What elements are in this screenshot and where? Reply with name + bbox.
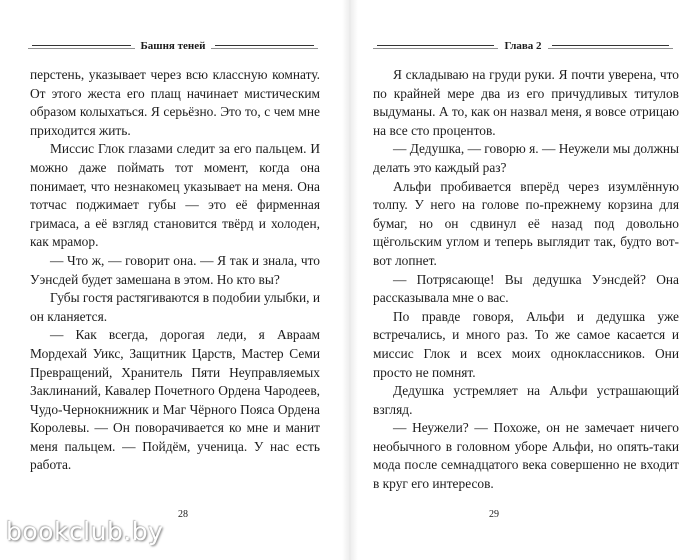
left-page-text: [30, 66, 320, 475]
page-number-left: 28: [178, 509, 188, 520]
ornament-rule: [373, 42, 498, 50]
ornament-rule: [28, 42, 135, 50]
right-page-text: [373, 66, 679, 494]
paragraph: — Что ж, — говорит она. — Я так и знала, что Уэнсдей будет замешана в этом. Но кто вы?: [30, 252, 320, 287]
right-page: [355, 0, 700, 560]
paragraph: перстень, указывает через всю классную комнату. От этого жеста его плащ начинает мистическим образом колыхаться. Я серьёзно. Это то, с чем мне приходится жить.: [30, 67, 320, 138]
paragraph: Миссис Глок глазами следит за его пальцем. И можно даже поймать тот момент, когда она понимает, что незнакомец указывает на меня. Она тотчас поджимает губы — это её фирменная гримаса, а её взгляд становится твёрд и холоден, как мрамор.: [30, 141, 320, 250]
paragraph: Альфи пробивается вперёд через изумлённую толпу. У него на голове по-прежнему корзина для бумаг, но он сдвинул её назад под довольно щёгольским углом и теперь выглядит так, будто вот-вот лопнет.: [373, 178, 679, 268]
paragraph: По правде говоря, Альфи и дедушка уже встречались, и много раз. То же самое касается и миссис Глок и всех моих одноклассников. Они просто не помнят.: [373, 308, 679, 380]
paragraph: Губы гостя растягиваются в подобии улыбки, и он кланяется.: [30, 290, 320, 324]
site-watermark: bookclub.by: [6, 517, 164, 546]
paragraph: — Дедушка, — говорю я. — Неужели мы должны делать это каждый раз?: [373, 141, 679, 175]
paragraph: Дедушка устремляет на Альфи устрашающий взгляд.: [373, 383, 679, 417]
book-title-header: Башня теней: [140, 40, 206, 52]
paragraph: — Как всегда, дорогая леди, я Авраам Мордехай Уикс, Защитник Царств, Мастер Семи Превращений, Хранитель Пяти Неуправляемых Заклинаний, Кавалер Почетного Ордена Чародеев, Чудо-Чернокнижник и Маг Чёрного Пояса Ордена Королевы. — Он поворачивается ко мне и манит меня пальцем. — Пойдём, ученица. У нас есть работа.: [30, 327, 320, 473]
page-number-right: 29: [489, 509, 499, 520]
paragraph: — Потрясающе! Вы дедушка Уэнсдей? Она рассказывала мне о вас.: [373, 271, 679, 306]
running-head-left: [28, 38, 318, 54]
paragraph: Я складываю на груди руки. Я почти уверена, что по крайней мере два из его причудливых титулов выдуманы. А то, как он назвал меня, я вовсе отрицаю на все сто процентов.: [373, 67, 679, 138]
running-head-right: [373, 38, 673, 54]
chapter-title-header: Глава 2: [504, 40, 542, 52]
paragraph: — Неужели? — Похоже, он не замечает ничего необычного в головном уборе Альфи, но опять-таки мода после семнадцатого века совершенно не входит в круг его интересов.: [373, 420, 679, 492]
ornament-rule: [211, 42, 318, 50]
ornament-rule: [548, 42, 673, 50]
left-page: [0, 0, 345, 560]
